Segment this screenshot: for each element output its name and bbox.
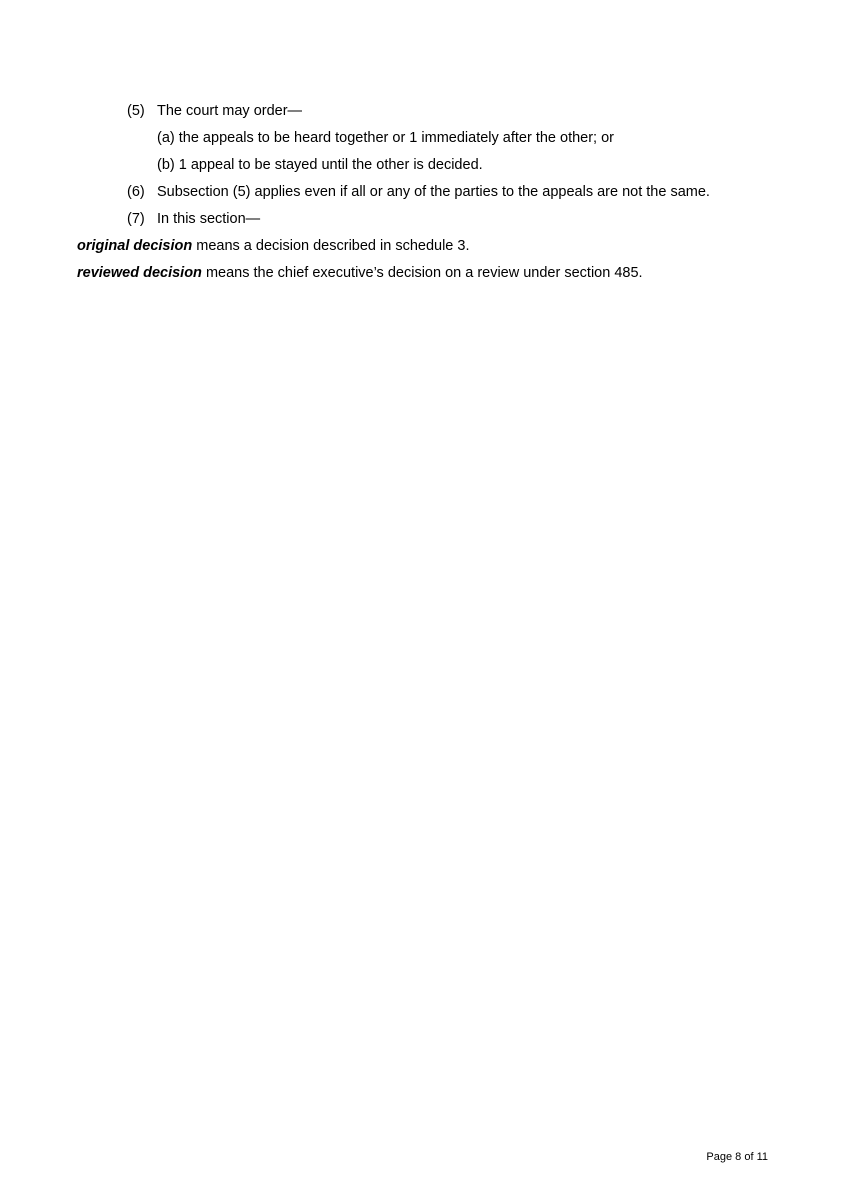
subsection-text: In this section— (157, 211, 261, 227)
subsection-number: (7) (127, 211, 145, 227)
subsection-number: (5) (127, 103, 145, 119)
subsection-text: Subsection (5) applies even if all or any of the parties to the appeals are not the same. (157, 184, 710, 200)
page-number: Page 8 of 11 (706, 1151, 768, 1163)
subsection-number: (6) (127, 184, 145, 200)
subsection-text: The court may order— (157, 103, 303, 119)
paragraph-text: (a) the appeals to be heard together or 1 immediately after the other; or (157, 130, 615, 146)
definition-body (77, 237, 470, 255)
paragraph-text: (b) 1 appeal to be stayed until the other is decided. (157, 157, 483, 173)
definition-text: means the chief executive’s decision on a review under section 485. (201, 265, 643, 281)
definition-term: original decision (77, 238, 193, 254)
definition-term: reviewed decision (77, 265, 202, 281)
definition-text: means a decision described in schedule 3. (192, 238, 470, 254)
definition-body (77, 264, 643, 282)
